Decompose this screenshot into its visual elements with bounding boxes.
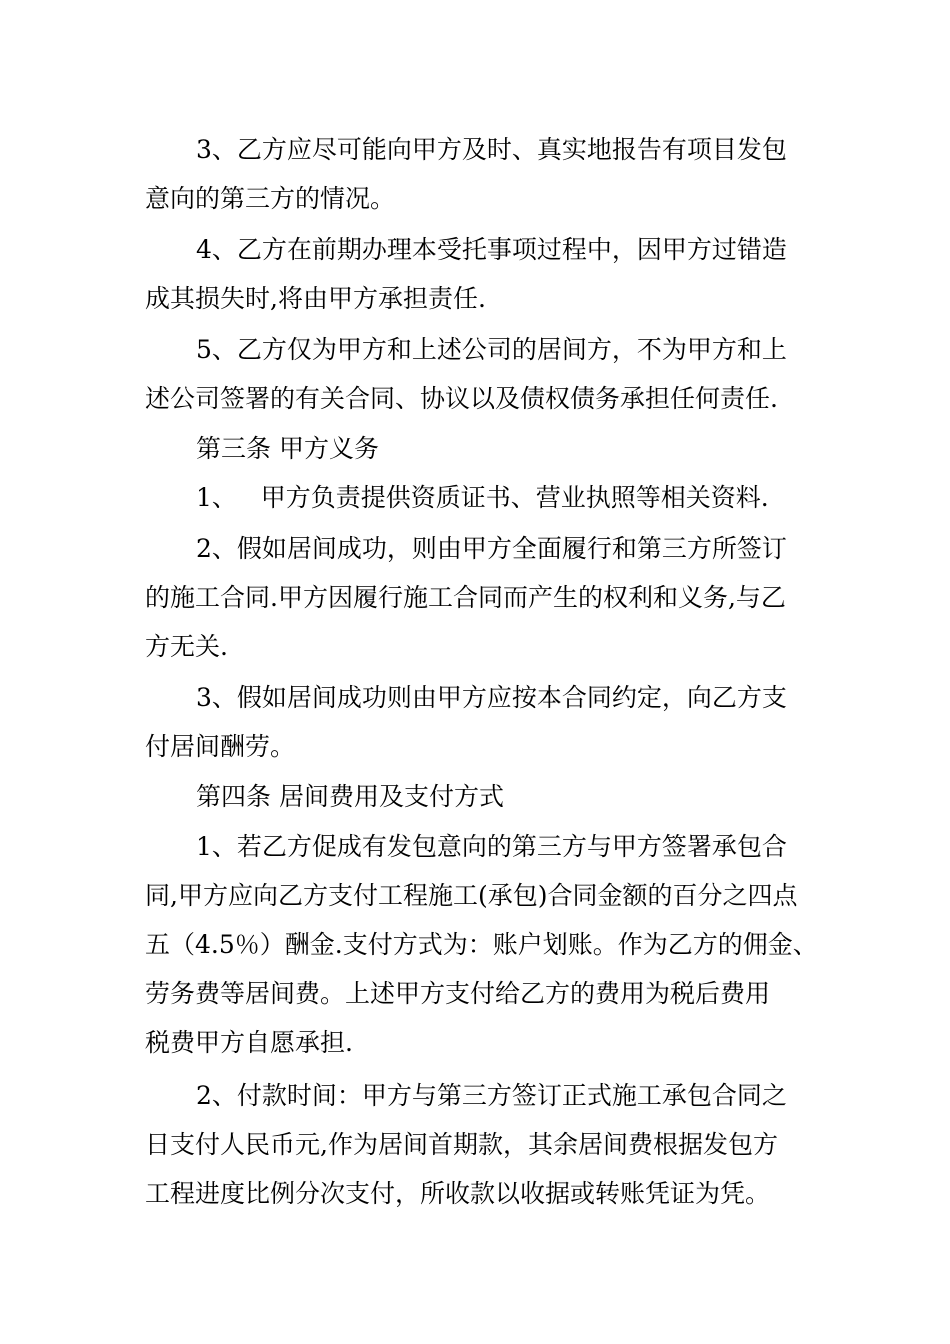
heading-line: 第三条 甲方义务 <box>196 434 379 463</box>
text-line: 3、乙方应尽可能向甲方及时、真实地报告有项目发包 <box>196 135 787 164</box>
section-heading-clause-4 <box>145 772 835 821</box>
clause-4-item-1 <box>145 822 835 1067</box>
text-line: 述公司签署的有关合同、协议以及债权债务承担任何责任. <box>145 384 778 413</box>
text-line: 方无关. <box>145 632 228 661</box>
clause-3-item-1 <box>145 473 835 522</box>
text-line: 税费甲方自愿承担. <box>145 1028 353 1057</box>
text-line: 劳务费等居间费。上述甲方支付给乙方的费用为税后费用 <box>145 979 771 1008</box>
text-line: 五（4.5％）酬金.支付方式为：账户划账。作为乙方的佣金、 <box>145 930 818 959</box>
clause-2-item-3 <box>145 125 835 223</box>
text-line: 工程进度比例分次支付，所收款以收据或转账凭证为凭。 <box>145 1179 771 1208</box>
text-line: 1、 甲方负责提供资质证书、营业执照等相关资料. <box>196 483 769 512</box>
text-line: 1、若乙方促成有发包意向的第三方与甲方签署承包合 <box>196 832 787 861</box>
clause-2-item-5 <box>145 325 835 423</box>
section-heading-clause-3 <box>145 424 835 473</box>
text-line: 成其损失时,将由甲方承担责任. <box>145 284 486 313</box>
text-line: 3、假如居间成功则由甲方应按本合同约定，向乙方支 <box>196 683 787 712</box>
heading-line: 第四条 居间费用及支付方式 <box>196 782 504 811</box>
clause-3-item-3 <box>145 673 835 771</box>
text-line: 付居间酬劳。 <box>145 732 296 761</box>
text-line: 意向的第三方的情况。 <box>145 184 396 213</box>
text-line: 2、假如居间成功，则由甲方全面履行和第三方所签订 <box>196 534 787 563</box>
clause-3-item-2 <box>145 524 835 671</box>
text-line: 5、乙方仅为甲方和上述公司的居间方，不为甲方和上 <box>196 335 787 364</box>
text-line: 2、付款时间：甲方与第三方签订正式施工承包合同之 <box>196 1081 787 1110</box>
text-line: 同,甲方应向乙方支付工程施工(承包)合同金额的百分之四点 <box>145 881 798 910</box>
clause-4-item-2 <box>145 1071 835 1218</box>
text-line: 4、乙方在前期办理本受托事项过程中，因甲方过错造 <box>196 235 787 264</box>
text-line: 日支付人民币元,作为居间首期款，其余居间费根据发包方 <box>145 1130 778 1159</box>
clause-2-item-4 <box>145 225 835 323</box>
text-line: 的施工合同.甲方因履行施工合同而产生的权利和义务,与乙 <box>145 583 786 612</box>
